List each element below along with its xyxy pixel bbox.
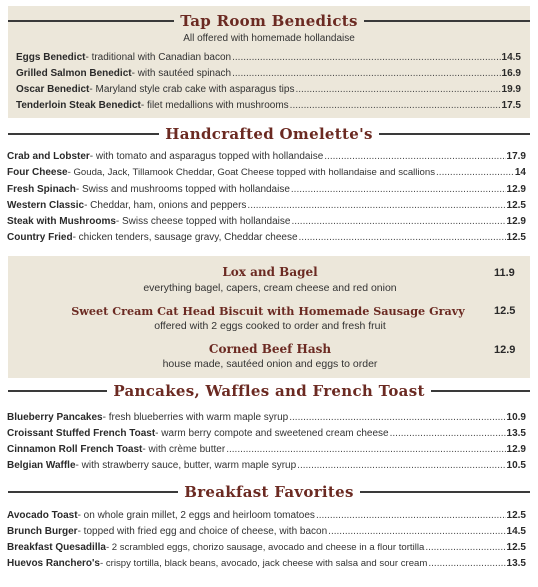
leader-dots [290,100,501,111]
header-rule-left [8,491,178,493]
menu-item [7,167,526,178]
item-price: 12.9 [506,444,526,455]
menu-item [7,412,526,423]
leader-dots [295,84,500,95]
item-name: Cinnamon Roll French Toast [7,444,143,455]
item-name: Eggs Benedict [16,52,86,63]
item-price: 14.5 [501,52,521,63]
item-description: - Gouda, Jack, Tillamook Cheddar, Goat Cheese topped with hollandaise and scallions [67,167,436,178]
leader-dots [226,444,505,455]
menu-item [7,526,526,537]
item-price: 12.9 [506,184,526,195]
item-name: Tenderloin Steak Benedict [16,100,141,111]
menu-item [7,216,526,227]
header-rule-left [8,133,159,135]
benedicts-subtitle: All offered with homemade hollandaise [183,33,355,44]
item-name: Steak with Mushrooms [7,216,116,227]
item-description: - fresh blueberries with warm maple syrup [102,412,289,423]
item-name: Croissant Stuffed French Toast [7,428,156,439]
header-rule-right [379,133,530,135]
item-price: 12.5 [506,200,526,211]
item-price: 13.5 [506,428,526,439]
item-description: - with strawberry sauce, butter, warm maple syrup [75,460,297,471]
leader-dots [291,216,505,227]
item-description: - topped with fried egg and choice of cheese, with bacon [77,526,328,537]
item-name: Fresh Spinach [7,184,76,195]
item-name: Belgian Waffle [7,460,76,471]
leader-dots [328,526,505,537]
menu-item [7,200,526,211]
item-description: - with sautéed spinach [131,68,232,79]
item-price: 17.9 [506,151,526,162]
leader-dots [291,184,506,195]
item-description: - Maryland style crab cake with asparagus tips [89,84,295,95]
item-description: - traditional with Canadian bacon [85,52,232,63]
featured-price: 12.9 [494,344,516,356]
item-price: 12.5 [506,542,526,553]
favorites-header [8,483,530,501]
section-title: Handcrafted Omelette's [165,125,373,143]
item-price: 12.9 [506,216,526,227]
header-rule-right [360,491,530,493]
leader-dots [247,200,505,211]
featured-description: everything bagel, capers, cream cheese and red onion [143,282,397,294]
item-price: 10.5 [506,460,526,471]
item-description: - chicken tenders, sausage gravy, Cheddar cheese [72,232,298,243]
item-description: - with tomato and asparagus topped with hollandaise [89,151,324,162]
item-price: 12.5 [506,510,526,521]
section-title: Breakfast Favorites [184,483,354,501]
menu-item [16,68,521,79]
featured-name: Corned Beef Hash [208,342,332,356]
menu-item [16,100,521,111]
menu-item [7,558,526,569]
featured-name: Sweet Cream Cat Head Biscuit with Homemade Sausage Gravy [71,304,465,318]
item-price: 14.5 [506,526,526,537]
section-title: Pancakes, Waffles and French Toast [113,382,425,400]
item-description: - crispy tortilla, black beans, avocado, jack cheese with salsa and sour cream [99,558,428,569]
item-description: - Cheddar, ham, onions and peppers [84,200,247,211]
header-rule-left [8,20,174,22]
header-rule-right [431,390,530,392]
item-name: Grilled Salmon Benedict [16,68,132,79]
featured-price: 11.9 [494,267,515,279]
menu-item [16,84,521,95]
item-description: - warm berry compote and sweetened cream cheese [155,428,389,439]
item-name: Avocado Toast [7,510,78,521]
leader-dots [299,232,506,243]
item-price: 16.9 [501,68,521,79]
item-description: - Swiss and mushrooms topped with hollandaise [75,184,290,195]
item-price: 10.9 [506,412,526,423]
leader-dots [232,68,500,79]
item-description: - Swiss cheese topped with hollandaise [115,216,291,227]
item-name: Blueberry Pancakes [7,412,103,423]
menu-item [7,151,526,162]
item-price: 14 [514,167,526,178]
leader-dots [390,428,506,439]
item-description: - filet medallions with mushrooms [140,100,289,111]
item-name: Breakfast Quesadilla [7,542,106,553]
item-description: - 2 scrambled eggs, chorizo sausage, avocado and cheese in a flour tortilla [105,542,425,553]
featured-price: 12.5 [494,305,516,317]
menu-item [7,428,526,439]
item-name: Huevos Ranchero's [7,558,100,569]
item-price: 12.5 [506,232,526,243]
leader-dots [324,151,505,162]
featured-name: Lox and Bagel [222,265,318,279]
header-rule-right [364,20,530,22]
item-name: Country Fried [7,232,73,243]
item-price: 19.9 [501,84,521,95]
item-name: Western Classic [7,200,85,211]
item-price: 17.5 [501,100,521,111]
item-price: 13.5 [506,558,526,569]
section-title: Tap Room Benedicts [180,12,358,30]
item-description: - with crème butter [142,444,226,455]
leader-dots [289,412,505,423]
menu-item [7,460,526,471]
featured-description: offered with 2 eggs cooked to order and fresh fruit [154,320,386,332]
menu-item [16,52,521,63]
item-description: - on whole grain millet, 2 eggs and heirloom tomatoes [77,510,315,521]
leader-dots [232,52,500,63]
featured-description: house made, sautéed onion and eggs to order [162,358,378,370]
benedicts-header [8,12,530,30]
leader-dots [297,460,505,471]
menu-item [7,184,526,195]
item-name: Crab and Lobster [7,151,90,162]
omelettes-header [8,125,530,143]
leader-dots [316,510,506,521]
leader-dots [436,167,514,178]
header-rule-left [8,390,107,392]
item-name: Four Cheese [7,167,68,178]
menu-item [7,232,526,243]
pancakes-header [8,382,530,400]
menu-item [7,444,526,455]
leader-dots [428,558,505,569]
menu-item [7,510,526,521]
item-name: Oscar Benedict [16,84,90,95]
menu-item [7,542,526,553]
leader-dots [425,542,505,553]
item-name: Brunch Burger [7,526,78,537]
